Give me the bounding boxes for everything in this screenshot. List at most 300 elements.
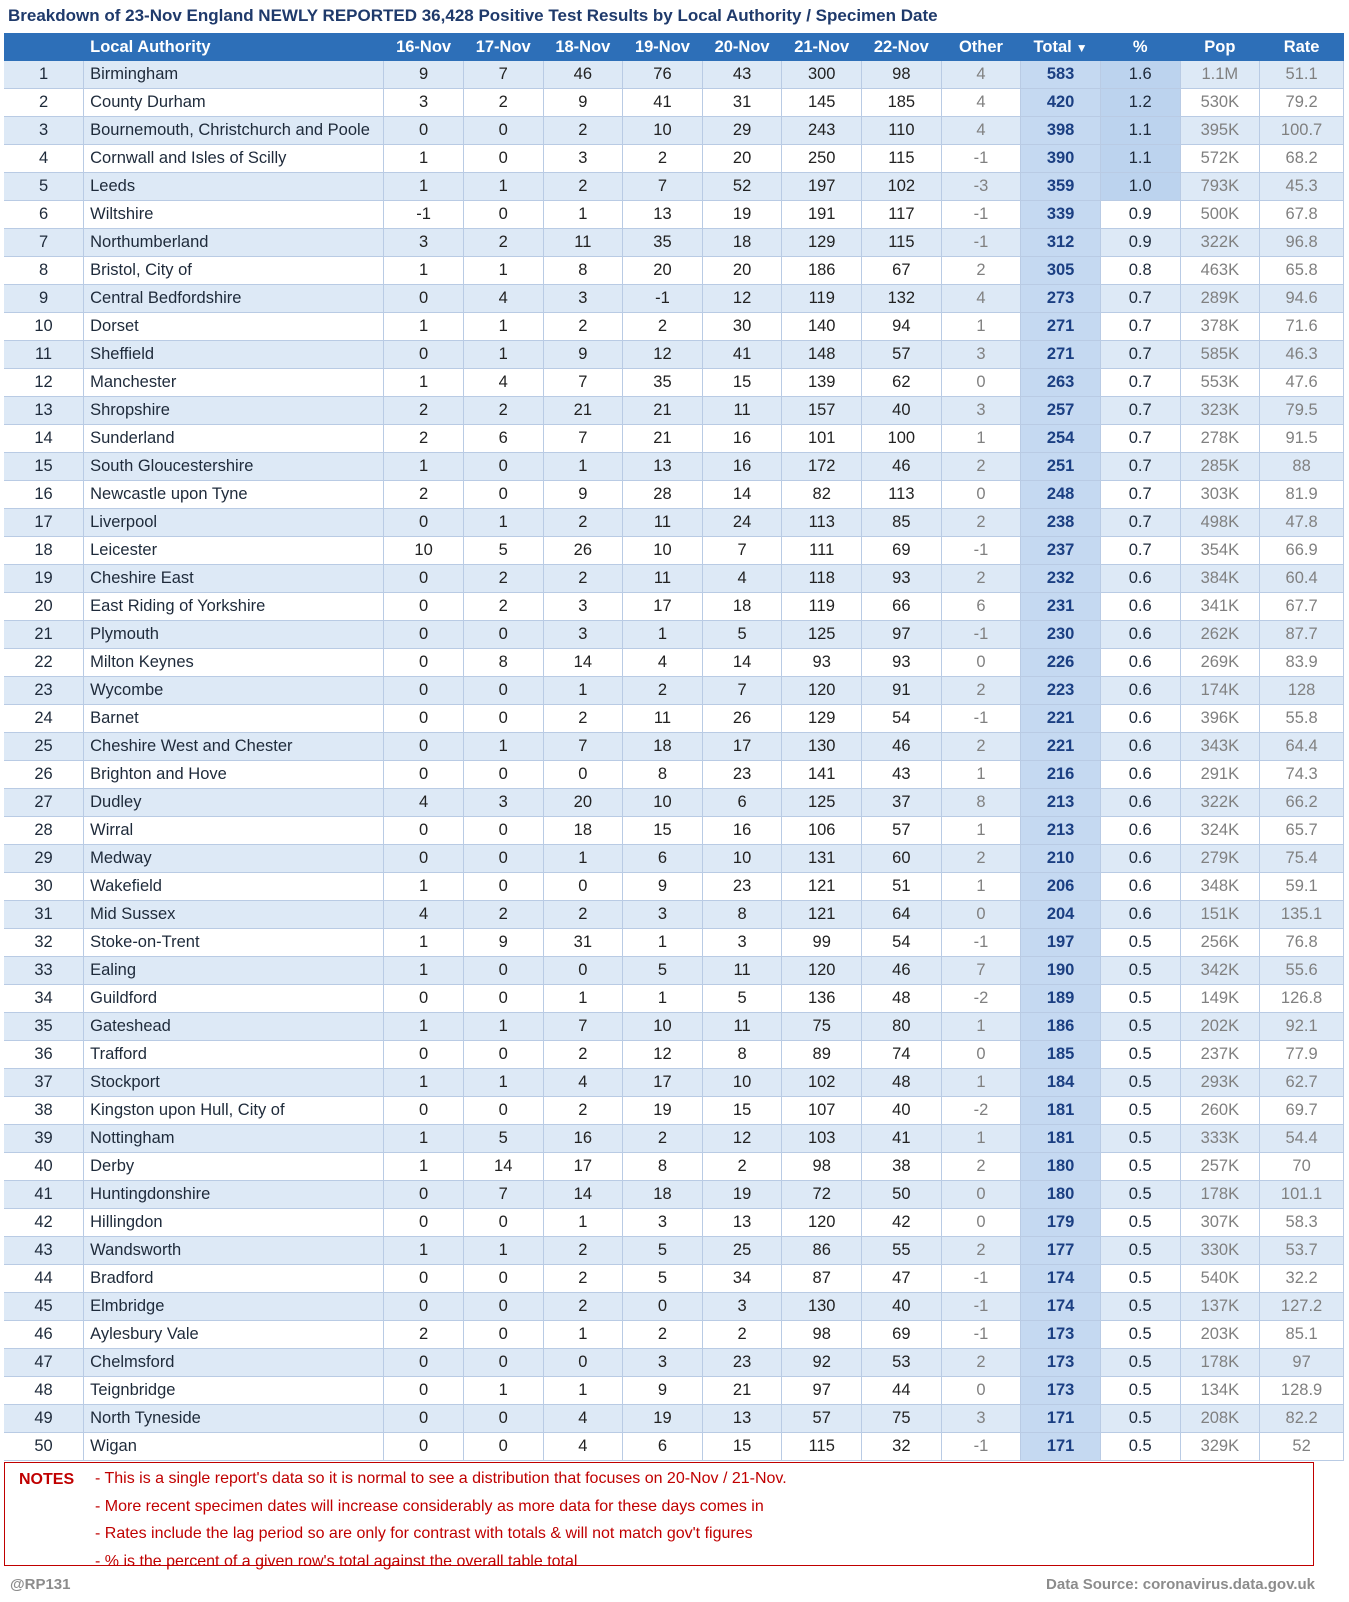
cell-pop: 322K	[1180, 229, 1260, 257]
cell-19-nov: 9	[623, 873, 703, 901]
cell-local-authority: Trafford	[84, 1041, 384, 1069]
cell-rate: 79.2	[1260, 89, 1344, 117]
cell-total: 237	[1021, 537, 1101, 565]
cell-local-authority: Central Bedfordshire	[84, 285, 384, 313]
cell-local-authority: County Durham	[84, 89, 384, 117]
table-row[interactable]	[4, 649, 1344, 677]
cell-21-nov: 118	[782, 565, 862, 593]
table-row[interactable]	[4, 89, 1344, 117]
cell-22-nov: 55	[862, 1237, 942, 1265]
cell-total: 359	[1021, 173, 1101, 201]
cell-rate: 74.3	[1260, 761, 1344, 789]
cell-total: 181	[1021, 1125, 1101, 1153]
cell-19-nov: 11	[623, 565, 703, 593]
cell-local-authority: East Riding of Yorkshire	[84, 593, 384, 621]
cell-total: 171	[1021, 1433, 1101, 1461]
col-header-19-nov[interactable]: 19-Nov	[623, 33, 703, 61]
cell-percent: 0.9	[1100, 229, 1180, 257]
table-row[interactable]	[4, 621, 1344, 649]
cell-21-nov: 141	[782, 761, 862, 789]
col-header-rank[interactable]	[4, 33, 84, 61]
cell-other: 0	[941, 1041, 1021, 1069]
col-header-pop[interactable]: Pop	[1180, 33, 1260, 61]
cell-percent: 0.5	[1100, 1405, 1180, 1433]
table-row[interactable]	[4, 1153, 1344, 1181]
cell-other: 0	[941, 901, 1021, 929]
cell-16-nov: 1	[384, 1069, 464, 1097]
cell-22-nov: 85	[862, 509, 942, 537]
cell-pop: 291K	[1180, 761, 1260, 789]
cell-18-nov: 2	[543, 901, 623, 929]
table-row[interactable]	[4, 1069, 1344, 1097]
cell-rate: 47.8	[1260, 509, 1344, 537]
cell-17-nov: 0	[463, 1433, 543, 1461]
cell-total: 226	[1021, 649, 1101, 677]
cell-19-nov: 35	[623, 369, 703, 397]
table-row[interactable]	[4, 481, 1344, 509]
cell-21-nov: 243	[782, 117, 862, 145]
col-header-18-nov[interactable]: 18-Nov	[543, 33, 623, 61]
cell-17-nov: 1	[463, 1237, 543, 1265]
cell-total: 238	[1021, 509, 1101, 537]
cell-20-nov: 6	[702, 789, 782, 817]
cell-20-nov: 15	[702, 369, 782, 397]
cell-local-authority: Medway	[84, 845, 384, 873]
cell-rank: 31	[4, 901, 84, 929]
cell-20-nov: 24	[702, 509, 782, 537]
cell-16-nov: 0	[384, 1041, 464, 1069]
cell-18-nov: 1	[543, 453, 623, 481]
cell-local-authority: Bradford	[84, 1265, 384, 1293]
cell-other: 1	[941, 1069, 1021, 1097]
table-row[interactable]	[4, 1181, 1344, 1209]
col-header-21-nov[interactable]: 21-Nov	[782, 33, 862, 61]
cell-total: 216	[1021, 761, 1101, 789]
cell-21-nov: 120	[782, 677, 862, 705]
col-header-local-authority[interactable]: Local Authority	[84, 33, 384, 61]
cell-total: 420	[1021, 89, 1101, 117]
cell-total: 180	[1021, 1153, 1101, 1181]
cell-16-nov: 0	[384, 509, 464, 537]
table-row[interactable]	[4, 369, 1344, 397]
cell-total: 171	[1021, 1405, 1101, 1433]
table-row[interactable]	[4, 285, 1344, 313]
table-row[interactable]	[4, 677, 1344, 705]
cell-pop: 202K	[1180, 1013, 1260, 1041]
table-row[interactable]	[4, 901, 1344, 929]
cell-percent: 0.5	[1100, 1265, 1180, 1293]
cell-percent: 1.6	[1100, 61, 1180, 89]
notes-box	[4, 1462, 1314, 1570]
table-row[interactable]	[4, 173, 1344, 201]
cell-percent: 0.5	[1100, 1321, 1180, 1349]
cell-21-nov: 172	[782, 453, 862, 481]
cell-pop: 585K	[1180, 341, 1260, 369]
cell-rate: 54.4	[1260, 1125, 1344, 1153]
table-row[interactable]	[4, 593, 1344, 621]
cell-20-nov: 10	[702, 845, 782, 873]
cell-local-authority: Elmbridge	[84, 1293, 384, 1321]
table-row[interactable]	[4, 1125, 1344, 1153]
cell-17-nov: 0	[463, 145, 543, 173]
cell-18-nov: 9	[543, 89, 623, 117]
cell-local-authority: Kingston upon Hull, City of	[84, 1097, 384, 1125]
cell-other: -1	[941, 201, 1021, 229]
cell-pop: 257K	[1180, 1153, 1260, 1181]
cell-22-nov: 113	[862, 481, 942, 509]
cell-22-nov: 46	[862, 733, 942, 761]
cell-21-nov: 129	[782, 705, 862, 733]
sort-descending-icon[interactable]: ▼	[1075, 40, 1088, 55]
cell-17-nov: 0	[463, 453, 543, 481]
cell-22-nov: 80	[862, 1013, 942, 1041]
cell-21-nov: 97	[782, 1377, 862, 1405]
cell-local-authority: Mid Sussex	[84, 901, 384, 929]
col-header-17-nov[interactable]: 17-Nov	[463, 33, 543, 61]
cell-18-nov: 3	[543, 145, 623, 173]
table-row[interactable]	[4, 229, 1344, 257]
cell-18-nov: 16	[543, 1125, 623, 1153]
table-row[interactable]	[4, 985, 1344, 1013]
cell-other: 4	[941, 61, 1021, 89]
cell-17-nov: 0	[463, 1097, 543, 1125]
cell-percent: 0.7	[1100, 425, 1180, 453]
cell-local-authority: Cornwall and Isles of Scilly	[84, 145, 384, 173]
cell-17-nov: 0	[463, 845, 543, 873]
cell-rate: 46.3	[1260, 341, 1344, 369]
table-row[interactable]	[4, 565, 1344, 593]
cell-other: 0	[941, 1377, 1021, 1405]
cell-16-nov: 1	[384, 453, 464, 481]
cell-18-nov: 1	[543, 985, 623, 1013]
cell-20-nov: 13	[702, 1405, 782, 1433]
table-row[interactable]	[4, 1041, 1344, 1069]
table-row[interactable]	[4, 509, 1344, 537]
table-row[interactable]	[4, 425, 1344, 453]
cell-rate: 88	[1260, 453, 1344, 481]
cell-21-nov: 107	[782, 1097, 862, 1125]
table-row[interactable]	[4, 1097, 1344, 1125]
cell-20-nov: 19	[702, 201, 782, 229]
cell-20-nov: 19	[702, 1181, 782, 1209]
table-row[interactable]	[4, 789, 1344, 817]
cell-other: 4	[941, 89, 1021, 117]
cell-21-nov: 129	[782, 229, 862, 257]
cell-percent: 0.5	[1100, 1153, 1180, 1181]
cell-20-nov: 7	[702, 537, 782, 565]
cell-18-nov: 4	[543, 1405, 623, 1433]
cell-percent: 0.6	[1100, 565, 1180, 593]
cell-pop: 256K	[1180, 929, 1260, 957]
table-row[interactable]	[4, 201, 1344, 229]
table-row[interactable]	[4, 1013, 1344, 1041]
cell-22-nov: 91	[862, 677, 942, 705]
cell-20-nov: 23	[702, 761, 782, 789]
cell-rate: 55.6	[1260, 957, 1344, 985]
col-header-20-nov[interactable]: 20-Nov	[702, 33, 782, 61]
cell-22-nov: 62	[862, 369, 942, 397]
cell-16-nov: 0	[384, 761, 464, 789]
cell-rate: 45.3	[1260, 173, 1344, 201]
cell-percent: 0.7	[1100, 481, 1180, 509]
cell-total: 271	[1021, 313, 1101, 341]
cell-17-nov: 1	[463, 733, 543, 761]
cell-18-nov: 8	[543, 257, 623, 285]
page-title: Breakdown of 23-Nov England NEWLY REPORTED 36,428 Positive Test Results by Local Authority / Specimen Date	[8, 6, 938, 25]
cell-other: 1	[941, 817, 1021, 845]
cell-16-nov: 3	[384, 229, 464, 257]
cell-19-nov: 10	[623, 537, 703, 565]
cell-rate: 87.7	[1260, 621, 1344, 649]
col-header-22-nov[interactable]: 22-Nov	[862, 33, 942, 61]
cell-local-authority: Nottingham	[84, 1125, 384, 1153]
cell-total: 213	[1021, 817, 1101, 845]
table-row[interactable]	[4, 1349, 1344, 1377]
cell-pop: 322K	[1180, 789, 1260, 817]
table-row[interactable]	[4, 537, 1344, 565]
cell-total: 181	[1021, 1097, 1101, 1125]
table-row[interactable]	[4, 1377, 1344, 1405]
table-row[interactable]	[4, 817, 1344, 845]
cell-rank: 28	[4, 817, 84, 845]
cell-percent: 0.7	[1100, 369, 1180, 397]
cell-rank: 33	[4, 957, 84, 985]
cell-other: -1	[941, 621, 1021, 649]
cell-17-nov: 0	[463, 621, 543, 649]
cell-percent: 0.6	[1100, 705, 1180, 733]
cell-21-nov: 120	[782, 1209, 862, 1237]
col-header-other[interactable]: Other	[941, 33, 1021, 61]
table-row[interactable]	[4, 1405, 1344, 1433]
cell-other: 3	[941, 341, 1021, 369]
col-header-percent[interactable]: %	[1100, 33, 1180, 61]
cell-other: 0	[941, 1209, 1021, 1237]
cell-local-authority: North Tyneside	[84, 1405, 384, 1433]
table-row[interactable]	[4, 1265, 1344, 1293]
cell-20-nov: 11	[702, 957, 782, 985]
cell-22-nov: 69	[862, 537, 942, 565]
cell-total: 390	[1021, 145, 1101, 173]
cell-local-authority: Sheffield	[84, 341, 384, 369]
cell-percent: 0.6	[1100, 621, 1180, 649]
table-row[interactable]	[4, 705, 1344, 733]
col-header-16-nov[interactable]: 16-Nov	[384, 33, 464, 61]
cell-rate: 91.5	[1260, 425, 1344, 453]
cell-rank: 39	[4, 1125, 84, 1153]
table-row[interactable]	[4, 929, 1344, 957]
cell-pop: 285K	[1180, 453, 1260, 481]
cell-19-nov: 2	[623, 145, 703, 173]
table-row[interactable]	[4, 341, 1344, 369]
table-row[interactable]	[4, 117, 1344, 145]
cell-local-authority: Liverpool	[84, 509, 384, 537]
cell-20-nov: 16	[702, 453, 782, 481]
cell-rank: 42	[4, 1209, 84, 1237]
cell-20-nov: 18	[702, 593, 782, 621]
cell-total: 271	[1021, 341, 1101, 369]
cell-other: 2	[941, 733, 1021, 761]
table-row[interactable]	[4, 1237, 1344, 1265]
cell-19-nov: 17	[623, 1069, 703, 1097]
cell-percent: 0.5	[1100, 929, 1180, 957]
cell-local-authority: Birmingham	[84, 61, 384, 89]
table-row[interactable]	[4, 957, 1344, 985]
cell-other: 0	[941, 481, 1021, 509]
cell-22-nov: 60	[862, 845, 942, 873]
cell-pop: 178K	[1180, 1181, 1260, 1209]
cell-20-nov: 20	[702, 257, 782, 285]
cell-21-nov: 92	[782, 1349, 862, 1377]
cell-pop: 793K	[1180, 173, 1260, 201]
cell-18-nov: 1	[543, 677, 623, 705]
cell-18-nov: 14	[543, 1181, 623, 1209]
table-row[interactable]	[4, 1433, 1344, 1461]
table-row[interactable]	[4, 1209, 1344, 1237]
cell-19-nov: 8	[623, 1153, 703, 1181]
cell-16-nov: 0	[384, 565, 464, 593]
cell-rank: 10	[4, 313, 84, 341]
cell-other: -1	[941, 1265, 1021, 1293]
cell-pop: 134K	[1180, 1377, 1260, 1405]
cell-pop: 260K	[1180, 1097, 1260, 1125]
col-header-total[interactable]	[1021, 33, 1101, 61]
cell-18-nov: 21	[543, 397, 623, 425]
cell-20-nov: 31	[702, 89, 782, 117]
cell-18-nov: 7	[543, 733, 623, 761]
cell-18-nov: 2	[543, 705, 623, 733]
cell-21-nov: 102	[782, 1069, 862, 1097]
table-row[interactable]	[4, 257, 1344, 285]
cell-rate: 126.8	[1260, 985, 1344, 1013]
header-row	[4, 33, 1344, 61]
cell-22-nov: 74	[862, 1041, 942, 1069]
note-item: - More recent specimen dates will increase considerably as more data for these days comes in	[95, 1497, 764, 1515]
cell-19-nov: 76	[623, 61, 703, 89]
cell-local-authority: Wiltshire	[84, 201, 384, 229]
cell-rank: 29	[4, 845, 84, 873]
cell-21-nov: 131	[782, 845, 862, 873]
cell-total: 204	[1021, 901, 1101, 929]
table-row[interactable]	[4, 1293, 1344, 1321]
cell-21-nov: 93	[782, 649, 862, 677]
cell-20-nov: 13	[702, 1209, 782, 1237]
cell-19-nov: 2	[623, 313, 703, 341]
cell-local-authority: Plymouth	[84, 621, 384, 649]
table-row[interactable]	[4, 873, 1344, 901]
cell-rank: 44	[4, 1265, 84, 1293]
cell-pop: 530K	[1180, 89, 1260, 117]
cell-16-nov: 2	[384, 425, 464, 453]
cell-pop: 262K	[1180, 621, 1260, 649]
cell-rank: 15	[4, 453, 84, 481]
table-row[interactable]	[4, 313, 1344, 341]
cell-pop: 178K	[1180, 1349, 1260, 1377]
table-row[interactable]	[4, 397, 1344, 425]
cell-22-nov: 100	[862, 425, 942, 453]
cell-21-nov: 157	[782, 397, 862, 425]
table-row[interactable]	[4, 453, 1344, 481]
cell-16-nov: -1	[384, 201, 464, 229]
cell-local-authority: Bournemouth, Christchurch and Poole	[84, 117, 384, 145]
cell-17-nov: 1	[463, 313, 543, 341]
cell-18-nov: 11	[543, 229, 623, 257]
cell-rate: 94.6	[1260, 285, 1344, 313]
cell-17-nov: 3	[463, 789, 543, 817]
cell-16-nov: 1	[384, 873, 464, 901]
cell-18-nov: 0	[543, 1349, 623, 1377]
cell-20-nov: 20	[702, 145, 782, 173]
cell-other: 2	[941, 677, 1021, 705]
cell-16-nov: 1	[384, 257, 464, 285]
cell-pop: 279K	[1180, 845, 1260, 873]
cell-16-nov: 1	[384, 1237, 464, 1265]
cell-other: 3	[941, 1405, 1021, 1433]
cell-22-nov: 38	[862, 1153, 942, 1181]
cell-pop: 174K	[1180, 677, 1260, 705]
cell-pop: 269K	[1180, 649, 1260, 677]
cell-total: 221	[1021, 733, 1101, 761]
cell-total: 257	[1021, 397, 1101, 425]
cell-rank: 12	[4, 369, 84, 397]
cell-local-authority: Cheshire East	[84, 565, 384, 593]
cell-16-nov: 3	[384, 89, 464, 117]
table-row[interactable]	[4, 761, 1344, 789]
cell-22-nov: 47	[862, 1265, 942, 1293]
table-row[interactable]	[4, 61, 1344, 89]
cell-rate: 77.9	[1260, 1041, 1344, 1069]
cell-19-nov: 18	[623, 733, 703, 761]
cell-17-nov: 0	[463, 481, 543, 509]
cell-20-nov: 3	[702, 1293, 782, 1321]
cell-16-nov: 0	[384, 1293, 464, 1321]
cell-20-nov: 15	[702, 1097, 782, 1125]
cell-19-nov: 18	[623, 1181, 703, 1209]
cell-rank: 16	[4, 481, 84, 509]
cell-19-nov: 11	[623, 509, 703, 537]
cell-19-nov: 1	[623, 985, 703, 1013]
cell-percent: 1.1	[1100, 117, 1180, 145]
cell-other: 2	[941, 453, 1021, 481]
cell-total: 223	[1021, 677, 1101, 705]
cell-local-authority: Dorset	[84, 313, 384, 341]
cell-16-nov: 1	[384, 1125, 464, 1153]
cell-pop: 342K	[1180, 957, 1260, 985]
table-row[interactable]	[4, 845, 1344, 873]
col-header-rate[interactable]: Rate	[1260, 33, 1344, 61]
cell-19-nov: 15	[623, 817, 703, 845]
cell-local-authority: Barnet	[84, 705, 384, 733]
table-row[interactable]	[4, 1321, 1344, 1349]
cell-21-nov: 139	[782, 369, 862, 397]
cell-local-authority: Newcastle upon Tyne	[84, 481, 384, 509]
cell-21-nov: 75	[782, 1013, 862, 1041]
cell-19-nov: 19	[623, 1097, 703, 1125]
table-row[interactable]	[4, 145, 1344, 173]
cell-rank: 47	[4, 1349, 84, 1377]
cell-18-nov: 1	[543, 1209, 623, 1237]
cell-percent: 0.6	[1100, 873, 1180, 901]
table-row[interactable]	[4, 733, 1344, 761]
cell-20-nov: 14	[702, 481, 782, 509]
cell-rank: 19	[4, 565, 84, 593]
cell-18-nov: 2	[543, 1265, 623, 1293]
cell-18-nov: 9	[543, 481, 623, 509]
cell-local-authority: Stockport	[84, 1069, 384, 1097]
cell-rank: 35	[4, 1013, 84, 1041]
cell-rate: 53.7	[1260, 1237, 1344, 1265]
cell-percent: 0.7	[1100, 285, 1180, 313]
cell-rank: 41	[4, 1181, 84, 1209]
